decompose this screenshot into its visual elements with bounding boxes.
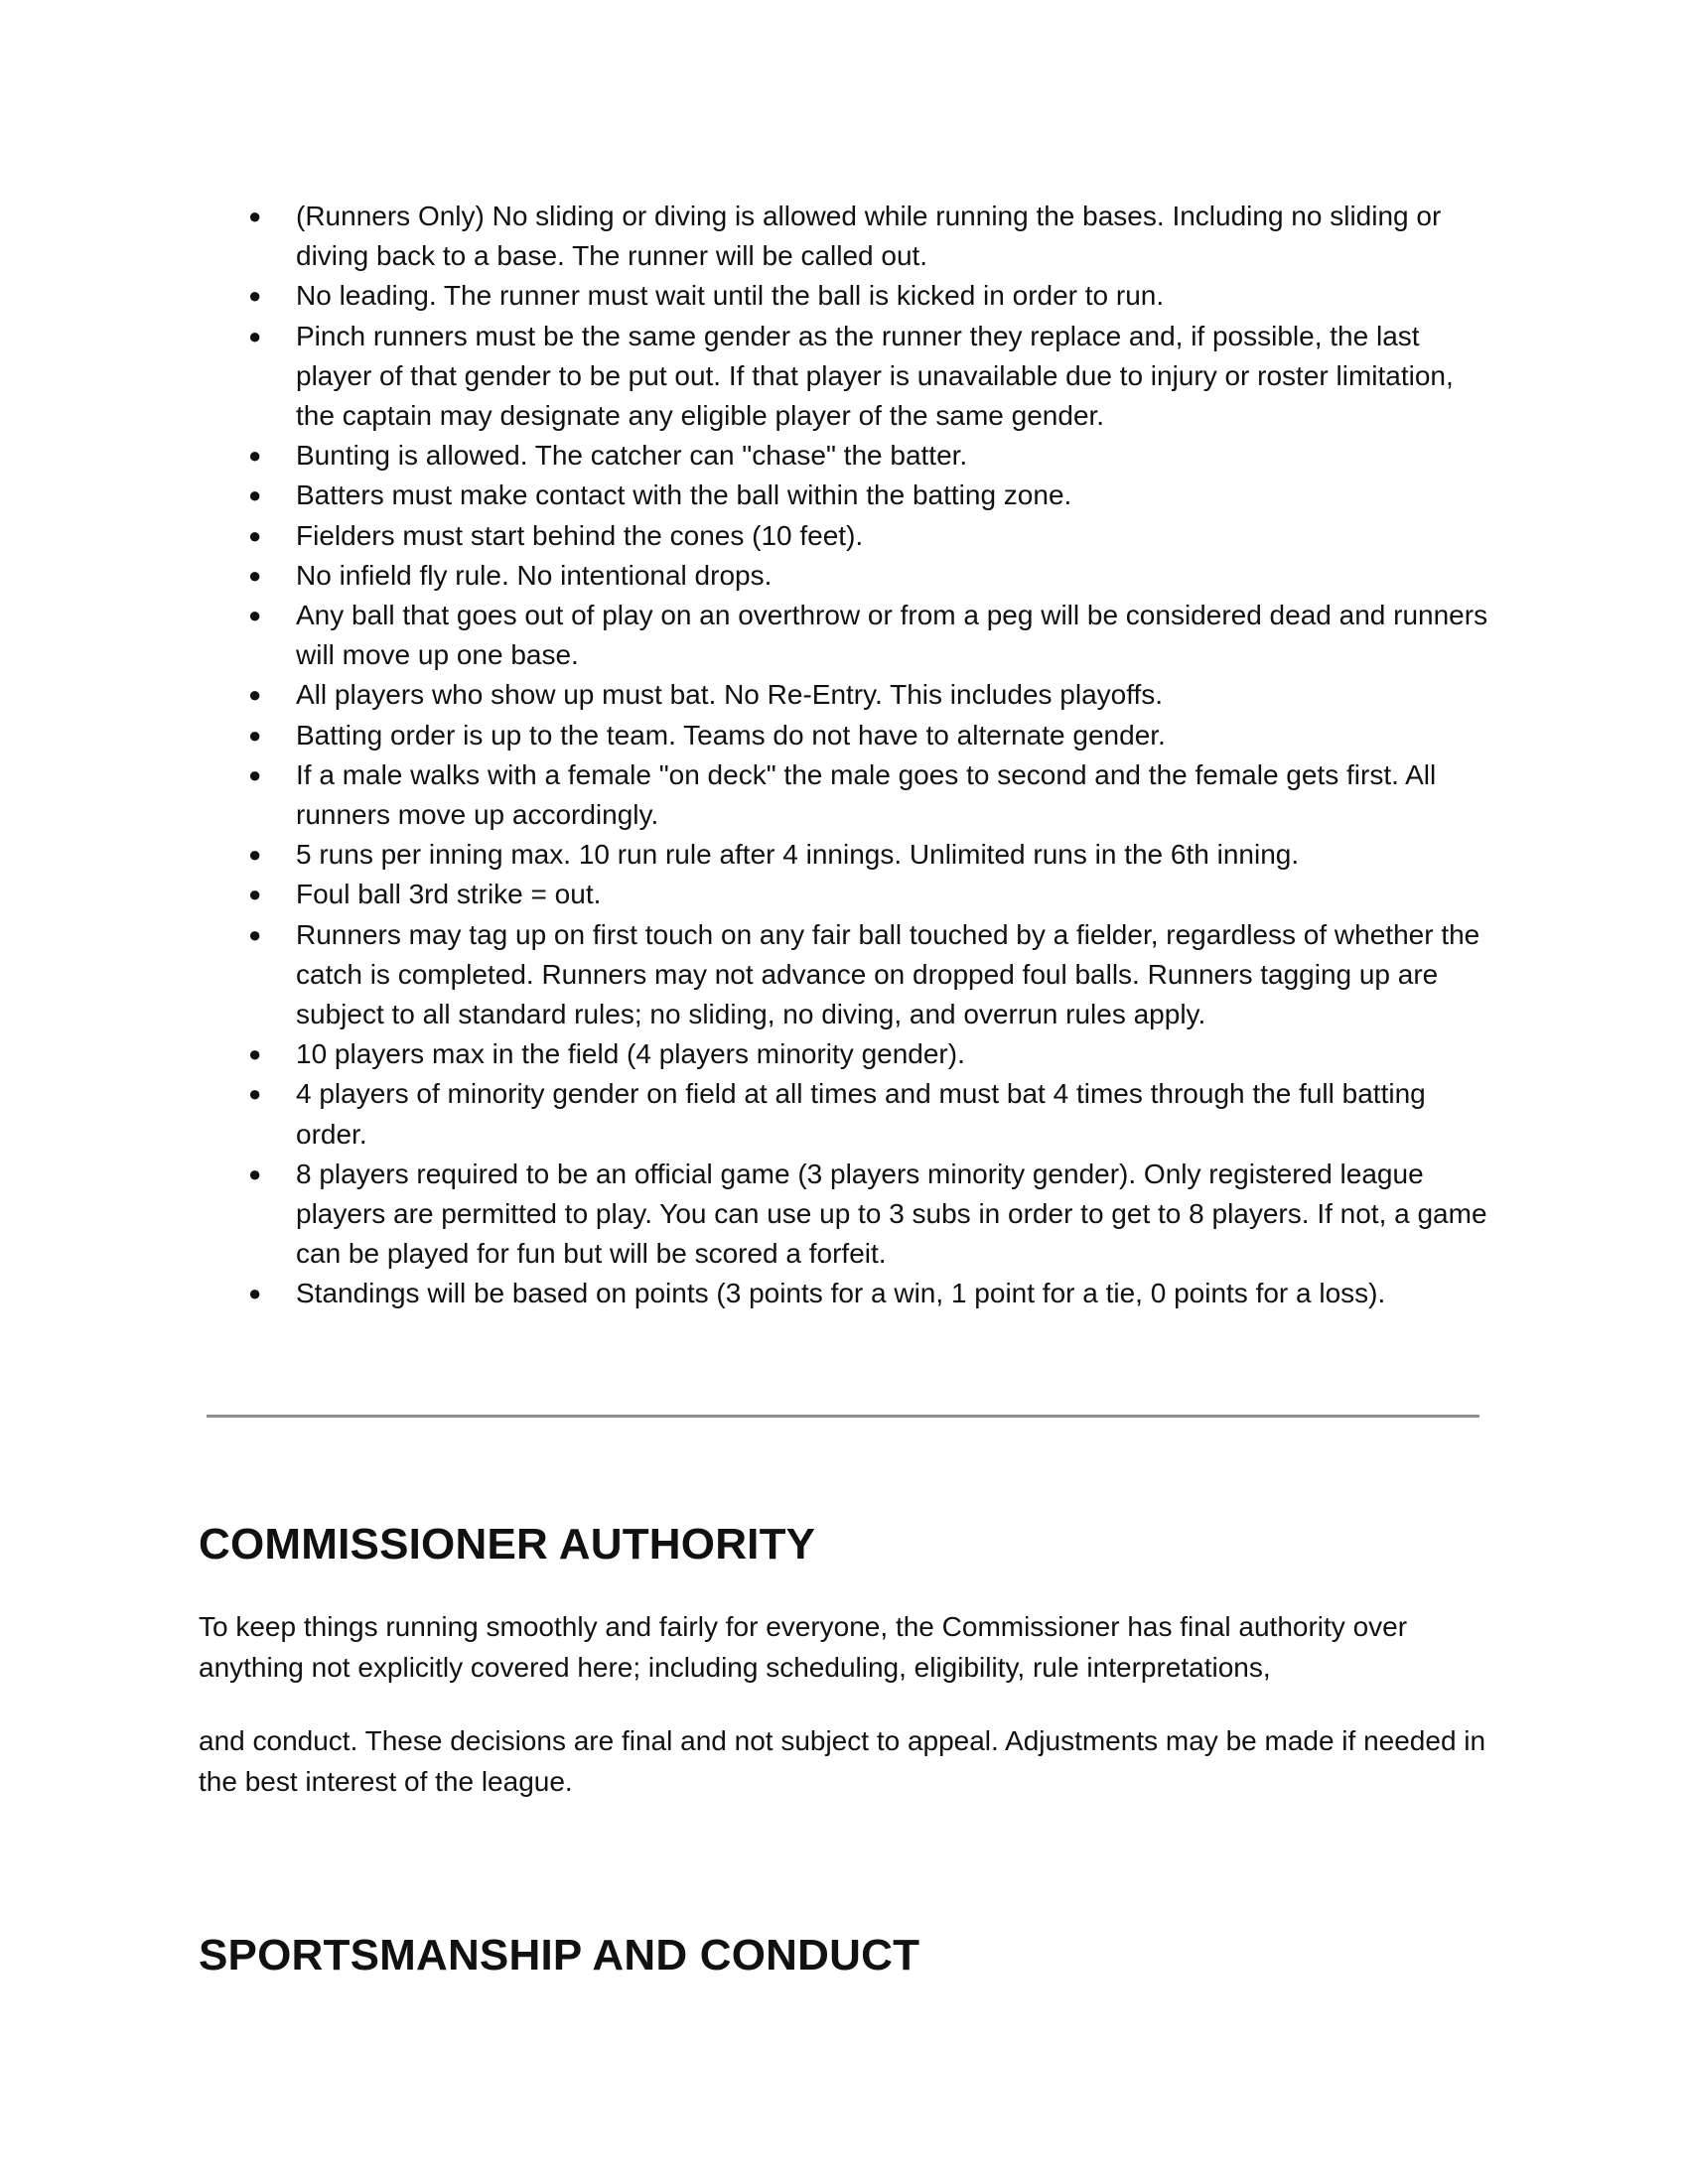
- commissioner-paragraph-1: To keep things running smoothly and fairly for everyone, the Commissioner has final authority over anything not explicitly covered here; including scheduling, eligibility, rule interpretations,: [199, 1611, 1408, 1683]
- bullet-icon: ●: [248, 1281, 262, 1306]
- bullet-icon: ●: [248, 522, 262, 548]
- rules-list: [236, 197, 1497, 1314]
- rule-text: 10 players max in the field (4 players minority gender).: [296, 1038, 965, 1070]
- rule-text: All players who show up must bat. No Re-Entry. This includes playoffs.: [296, 679, 1164, 711]
- rule-item: [236, 675, 1497, 715]
- rule-item: [236, 436, 1497, 476]
- rule-item: [236, 197, 1497, 276]
- rule-text: Standings will be based on points (3 points for a win, 1 point for a tie, 0 points for a loss).: [296, 1278, 1386, 1309]
- bullet-icon: ●: [248, 882, 262, 907]
- rule-text: (Runners Only) No sliding or diving is allowed while running the bases. Including no sliding or diving back to a base. The runner will be called out.: [296, 201, 1442, 272]
- rule-item: [236, 476, 1497, 515]
- rule-text: Foul ball 3rd strike = out.: [296, 879, 602, 910]
- bullet-icon: ●: [248, 603, 262, 628]
- rule-item: [236, 755, 1497, 835]
- rule-item: [236, 915, 1497, 1035]
- rule-item: [236, 596, 1497, 675]
- rule-text: Batting order is up to the team. Teams do not have to alternate gender.: [296, 719, 1166, 751]
- rule-text: No infield fly rule. No intentional drops.: [296, 559, 773, 591]
- rule-text: Runners may tag up on first touch on any fair ball touched by a fielder, regardless of whether the catch is completed. Runners may not advance on dropped foul balls. Runners tagging up are subject to all standard rules; no sliding, no diving, and overrun rules apply.: [296, 918, 1480, 1030]
- rule-text: 8 players required to be an official game (3 players minority gender). Only registered league players are permitted to play. You can use up to 3 subs in order to get to 8 players. If not, a game can be played for fun but will be scored a forfeit.: [296, 1158, 1487, 1270]
- rule-item: [236, 556, 1497, 596]
- bullet-icon: ●: [248, 443, 262, 469]
- bullet-icon: ●: [248, 323, 262, 348]
- rule-item: [236, 1155, 1497, 1275]
- rule-item: [236, 835, 1497, 875]
- commissioner-paragraph-2: and conduct. These decisions are final and not subject to appeal. Adjustments may be made if needed in the best interest of the league.: [199, 1725, 1486, 1797]
- rule-text: Pinch runners must be the same gender as the runner they replace and, if possible, the last player of that gender to be put out. If that player is unavailable due to injury or roster limitation, the captain may designate any eligible player of the same gender.: [296, 320, 1454, 432]
- rule-text: No leading. The runner must wait until the ball is kicked in order to run.: [296, 280, 1165, 312]
- bullet-icon: ●: [248, 842, 262, 868]
- rule-text: 5 runs per inning max. 10 run rule after 4 innings. Unlimited runs in the 6th inning.: [296, 839, 1300, 871]
- bullet-icon: ●: [248, 682, 262, 708]
- rule-text: 4 players of minority gender on field at all times and must bat 4 times through the full batting order.: [296, 1078, 1426, 1150]
- bullet-icon: ●: [248, 761, 262, 787]
- rule-item: [236, 875, 1497, 914]
- bullet-icon: ●: [248, 283, 262, 309]
- section-divider: [207, 1415, 1479, 1418]
- rule-item: [236, 516, 1497, 556]
- rule-text: Bunting is allowed. The catcher can "chase" the batter.: [296, 440, 968, 472]
- rule-text: Any ball that goes out of play on an overthrow or from a peg will be considered dead and runners will move up one base.: [296, 600, 1488, 671]
- bullet-icon: ●: [248, 1160, 262, 1186]
- rule-item: [236, 317, 1497, 437]
- commissioner-authority-heading: COMMISSIONER AUTHORITY: [199, 1520, 816, 1569]
- rule-item: [236, 1074, 1497, 1154]
- bullet-icon: ●: [248, 921, 262, 947]
- bullet-icon: ●: [248, 204, 262, 228]
- bullet-icon: ●: [248, 482, 262, 508]
- bullet-icon: ●: [248, 1081, 262, 1107]
- bullet-icon: ●: [248, 562, 262, 588]
- rule-text: Batters must make contact with the ball within the batting zone.: [296, 479, 1072, 511]
- sportsmanship-heading: SPORTSMANSHIP AND CONDUCT: [199, 1931, 920, 1979]
- rule-item: [236, 1274, 1497, 1313]
- rule-item: [236, 716, 1497, 755]
- rule-text: Fielders must start behind the cones (10 feet).: [296, 519, 864, 551]
- rule-item: [236, 1034, 1497, 1074]
- bullet-icon: ●: [248, 1041, 262, 1067]
- rule-text: If a male walks with a female "on deck" the male goes to second and the female gets first. All runners move up accordingly.: [296, 758, 1437, 831]
- bullet-icon: ●: [248, 722, 262, 748]
- rule-item: [236, 276, 1497, 316]
